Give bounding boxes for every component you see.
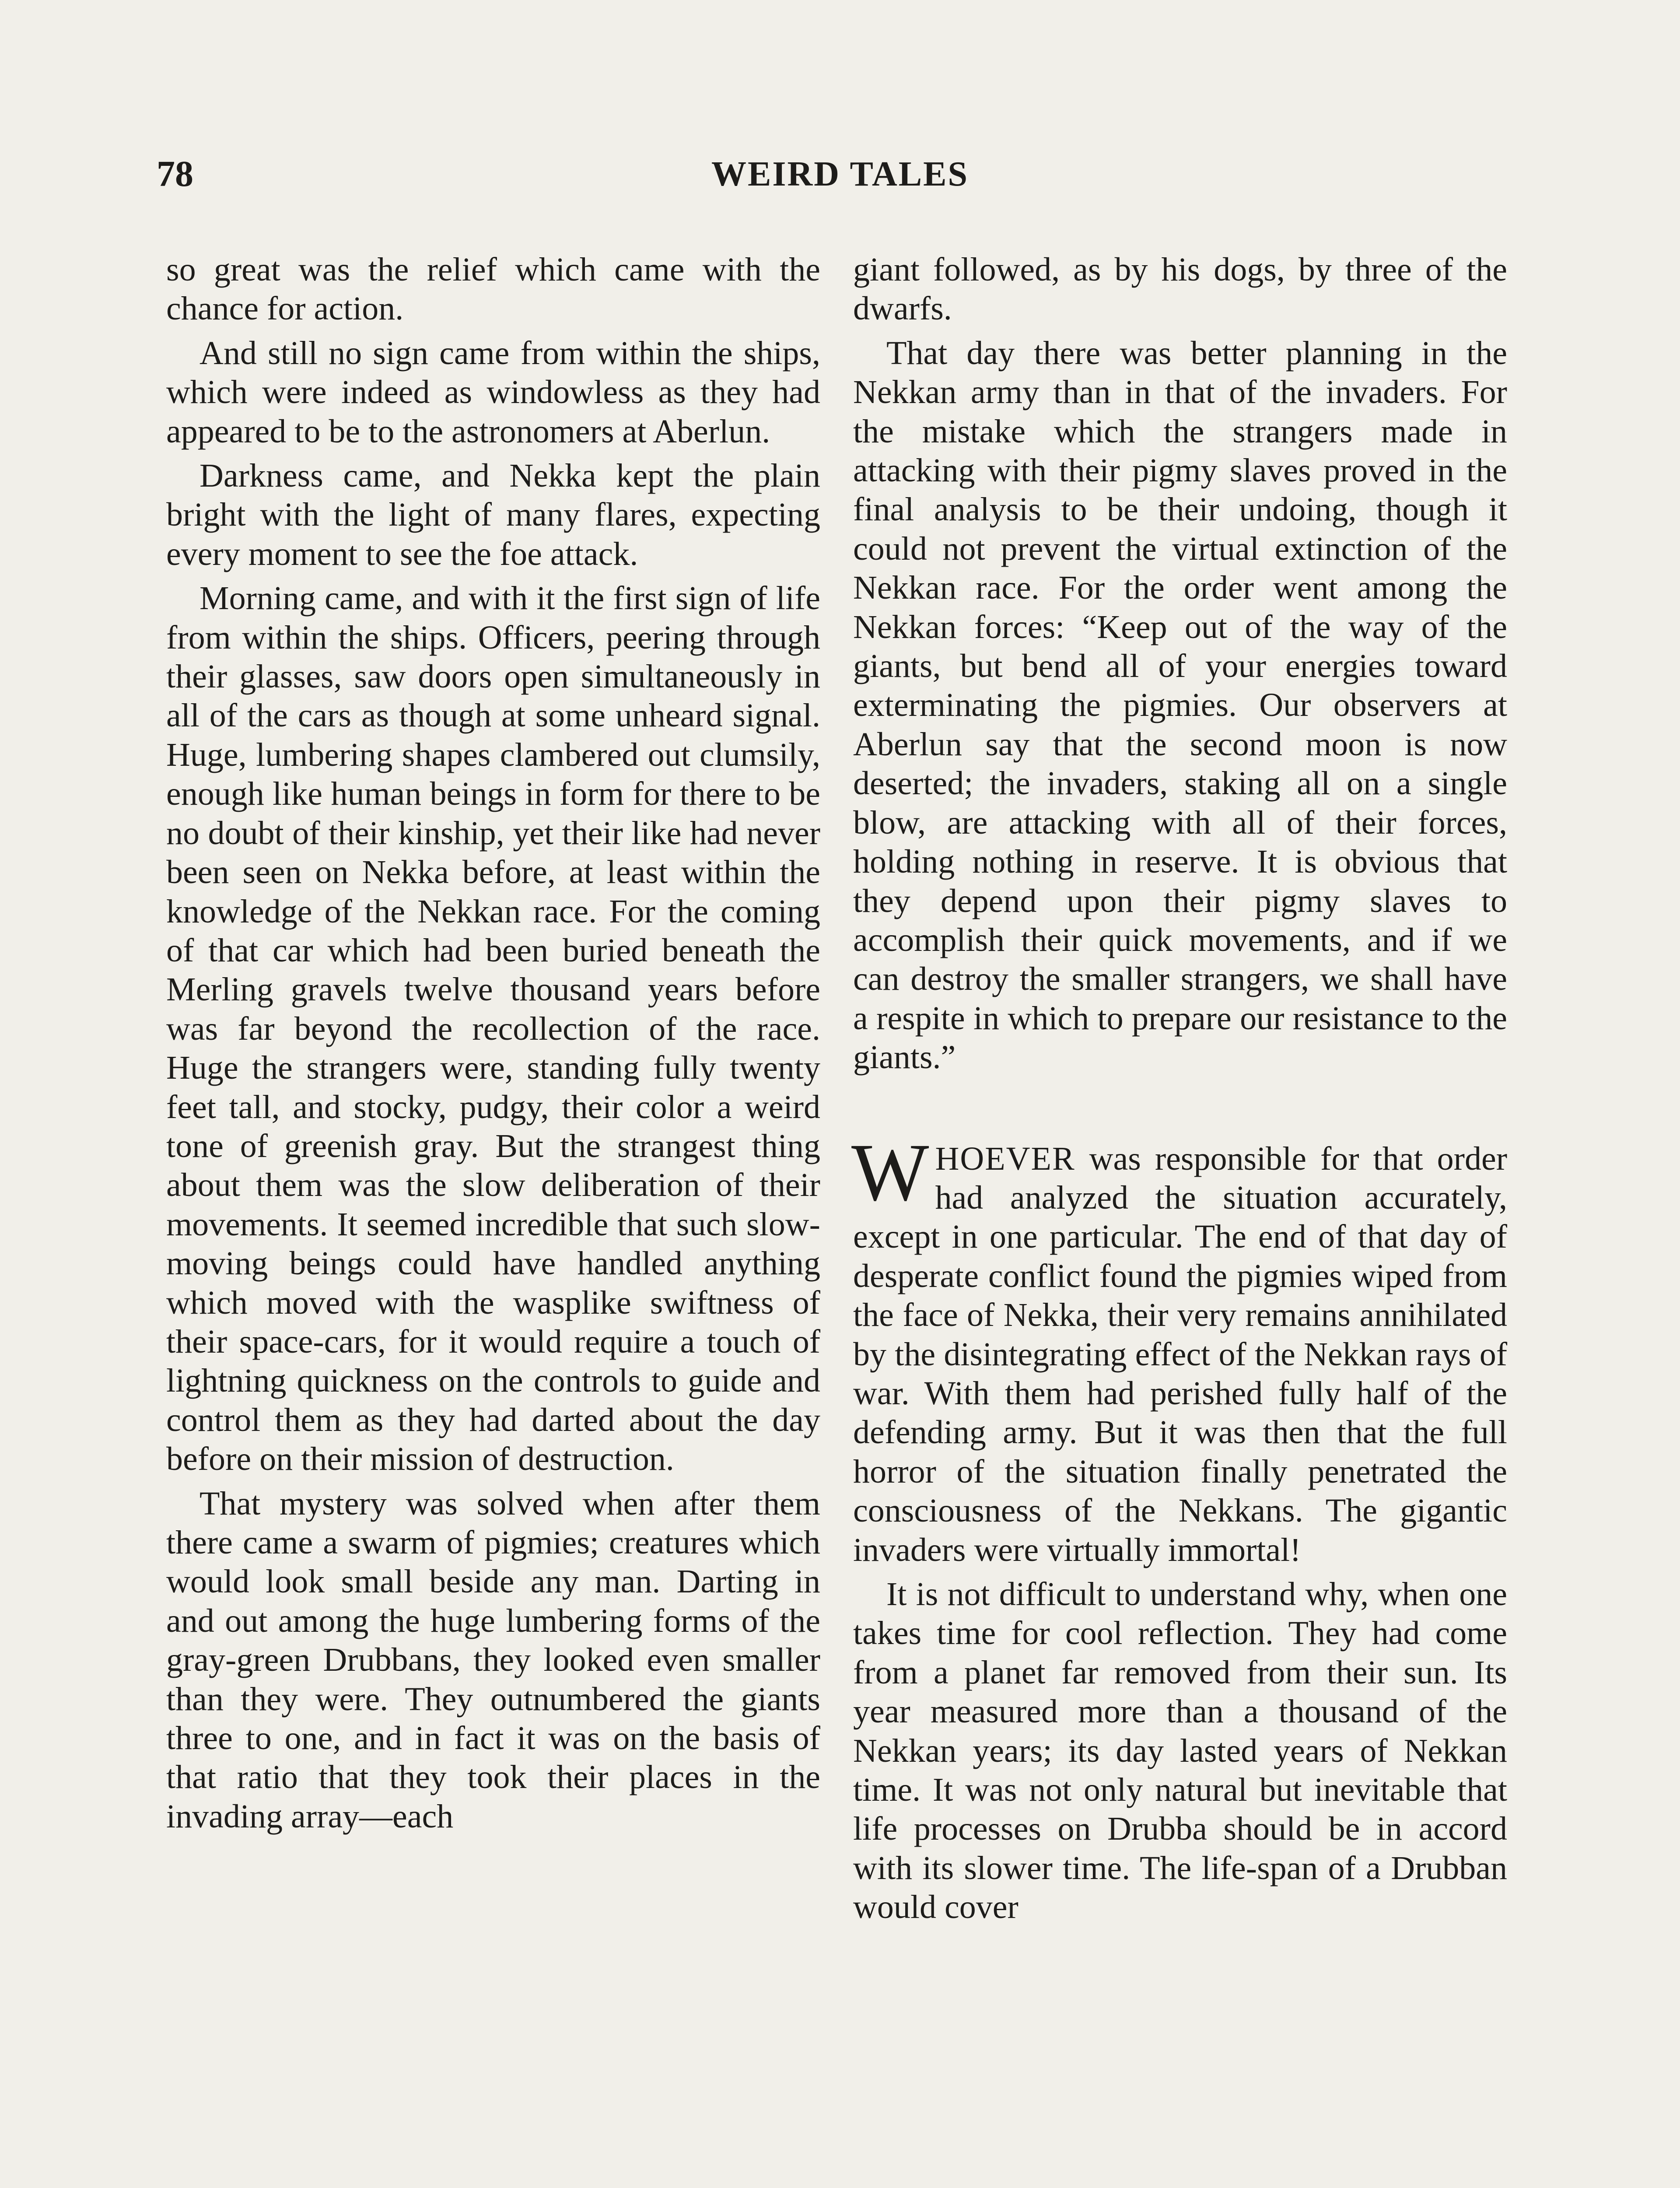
section-opening-paragraph (851, 1126, 1507, 1570)
paragraph: That mystery was solved when after them there came a swarm of pigmies; creatures which would look small beside any man. Darting in and out among the huge lumbering forms of the gray-green Drubbans, they looked even smaller than they were. They outnumbered the giants three to one, and in fact it was on the basis of that ratio that they took their places in the invading array—each (166, 1485, 820, 1835)
section-break (853, 1083, 1507, 1140)
drop-cap: W (851, 1126, 929, 1218)
paragraph: And still no sign came from within the ships, which were indeed as windowless as they had appeared to be to the astronomers at Aberlun. (166, 334, 820, 450)
paragraph: That day there was better planning in the Nekkan army than in that of the invaders. For the mistake which the strangers made in attacking with their pigmy slaves proved in the final analysis to be their undoing, though it could not prevent the virtual extinction of the Nekkan race. For the order went among the Nekkan forces: “Keep out of the way of the giants, but bend all of your energies toward exterminating the pigmies. Our observers at Aberlun say that the second moon is now deserted; the invaders, staking all on a single blow, are attacking with all of their forces, holding nothing in reserve. It is obvious that they depend upon their pigmy slaves to accomplish their quick movements, and if we can destroy the smaller strangers, we shall have a respite in which to prepare our resistance to the giants.” (853, 334, 1507, 1076)
paragraph: It is not difficult to understand why, when one takes time for cool reflection. They had come from a planet far removed from their sun. Its year measured more than a thousand of the Nekkan years; its day lasted years of Nekkan time. It was not only natural but inevitable that life processes on Drubba should be in accord with its slower time. The life-span of a Drubban would cover (853, 1576, 1507, 1926)
paragraph-text: was responsible for that order had analyzed the situation accurately, except in one particular. The end of that day of desperate conflict found the pigmies wiped from the face of Nekka, their very remains annihilated by the disintegrating effect of the Nekkan rays of war. With them had perished fully half of the defending army. But it was then that the full horror of the situation finally penetrated the consciousness of the Nekkans. The gigantic invaders were virtually immortal! (853, 1140, 1507, 1568)
paragraph: Morning came, and with it the first sign of life from within the ships. Officers, peering through their glasses, saw doors open simultaneously in all of the cars as though at some unheard signal. Huge, lumbering shapes clambered out clumsily, enough like human beings in form for there to be no doubt of their kinship, yet their like had never been seen on Nekka before, at least within the knowledge of the Nekkan race. For the coming of that car which had been buried beneath the Merling gravels twelve thousand years before was far beyond the recollection of the race. Huge the strangers were, standing fully twenty feet tall, and stocky, pudgy, their color a weird tone of greenish gray. But the strangest thing about them was the slow deliberation of their movements. It seemed incredible that such slow-moving beings could have handled anything which moved with the wasplike swiftness of their space-cars, for it would require a touch of lightning quickness on the controls to guide and control them as they had darted about the day before on their mission of destruction. (166, 580, 820, 1478)
paragraph: so great was the relief which came with the chance for action. (166, 251, 820, 327)
page-number: 78 (157, 154, 193, 194)
right-column (853, 250, 1507, 1932)
paragraph: Darkness came, and Nekka kept the plain bright with the light of many flares, expecting every moment to see the foe attack. (166, 457, 820, 572)
paragraph: giant followed, as by his dogs, by three of the dwarfs. (853, 251, 1507, 327)
running-title: WEIRD TALES (711, 155, 969, 193)
small-caps-lead: HOEVER (935, 1140, 1075, 1177)
left-column (166, 250, 820, 1841)
